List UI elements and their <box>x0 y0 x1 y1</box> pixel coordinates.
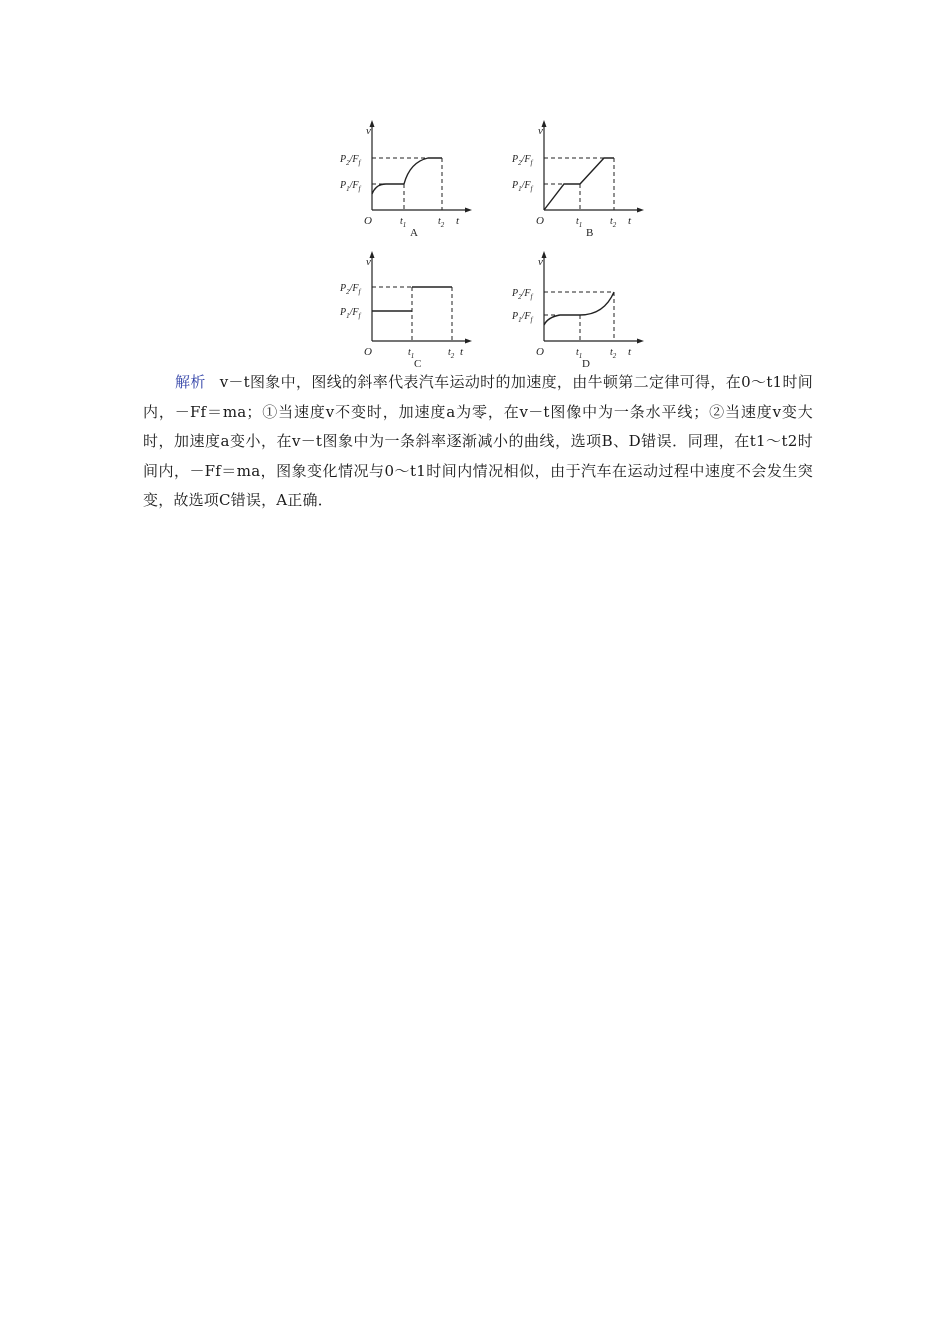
graph-c-svg <box>328 243 478 368</box>
t-axis-arrow <box>465 208 472 213</box>
solution-paragraph <box>143 368 813 516</box>
t1-label: $t_1$ <box>576 347 583 360</box>
graph-b <box>500 112 650 237</box>
t1-label: $t_1$ <box>408 347 415 360</box>
graph-b-svg <box>500 112 650 237</box>
origin-label: O <box>536 346 544 358</box>
origin-label: O <box>536 215 544 227</box>
graph-d-svg <box>500 243 650 368</box>
v-axis-label: v <box>538 125 543 137</box>
v-axis-label: v <box>366 256 371 268</box>
graph-c-caption: C <box>414 358 422 370</box>
p1-label: $P_1/F_f$ <box>512 180 533 193</box>
t-axis-label: t <box>628 215 632 227</box>
t2-label: $t_2$ <box>610 216 617 229</box>
t2-label: $t_2$ <box>610 347 617 360</box>
p1-label: $P_1/F_f$ <box>512 311 533 324</box>
origin-label: O <box>364 215 372 227</box>
p1-label: $P_1/F_f$ <box>340 307 361 320</box>
solution-text: v－t图象中，图线的斜率代表汽车运动时的加速度，由牛顿第二定律可得，在0～t1时间内，－Ff＝ma；①当速度v不变时，加速度a为零，在v－t图像中为一条水平线；②当速度v变大时，加速度a变小，在v－t图象中为一条斜率逐渐减小的曲线，选项B、D错误．同理，在t1～t2时间内，－Ff＝ma，图象变化情况与0～t1时间内情况相似，由于汽车在运动过程中速度不会发生突变，故选项C错误，A正确． <box>143 373 813 509</box>
p2-label: $P_2/F_f$ <box>340 154 361 167</box>
graph-a-curve <box>372 158 442 194</box>
t-axis-arrow <box>465 339 472 344</box>
solution-label: 解析 <box>175 373 206 391</box>
graph-a-caption: A <box>410 227 418 239</box>
graph-d <box>500 243 650 368</box>
v-axis-label: v <box>538 256 543 268</box>
t-axis-arrow <box>637 208 644 213</box>
graph-d-caption: D <box>582 358 590 370</box>
t-axis-label: t <box>460 346 464 358</box>
t1-label: $t_1$ <box>576 216 583 229</box>
v-axis-label: v <box>366 125 371 137</box>
p1-label: $P_1/F_f$ <box>340 180 361 193</box>
t-axis-arrow <box>637 339 644 344</box>
t-axis-label: t <box>456 215 460 227</box>
p2-label: $P_2/F_f$ <box>512 288 533 301</box>
t2-label: $t_2$ <box>438 216 445 229</box>
t1-label: $t_1$ <box>400 216 407 229</box>
graph-b-caption: B <box>586 227 594 239</box>
p2-label: $P_2/F_f$ <box>340 283 361 296</box>
graph-a <box>328 112 478 237</box>
graph-d-curve <box>544 292 614 325</box>
graph-c <box>328 243 478 368</box>
origin-label: O <box>364 346 372 358</box>
vt-graph-figure <box>328 112 648 368</box>
t2-label: $t_2$ <box>448 347 455 360</box>
t-axis-label: t <box>628 346 632 358</box>
p2-label: $P_2/F_f$ <box>512 154 533 167</box>
graph-a-svg <box>328 112 478 237</box>
